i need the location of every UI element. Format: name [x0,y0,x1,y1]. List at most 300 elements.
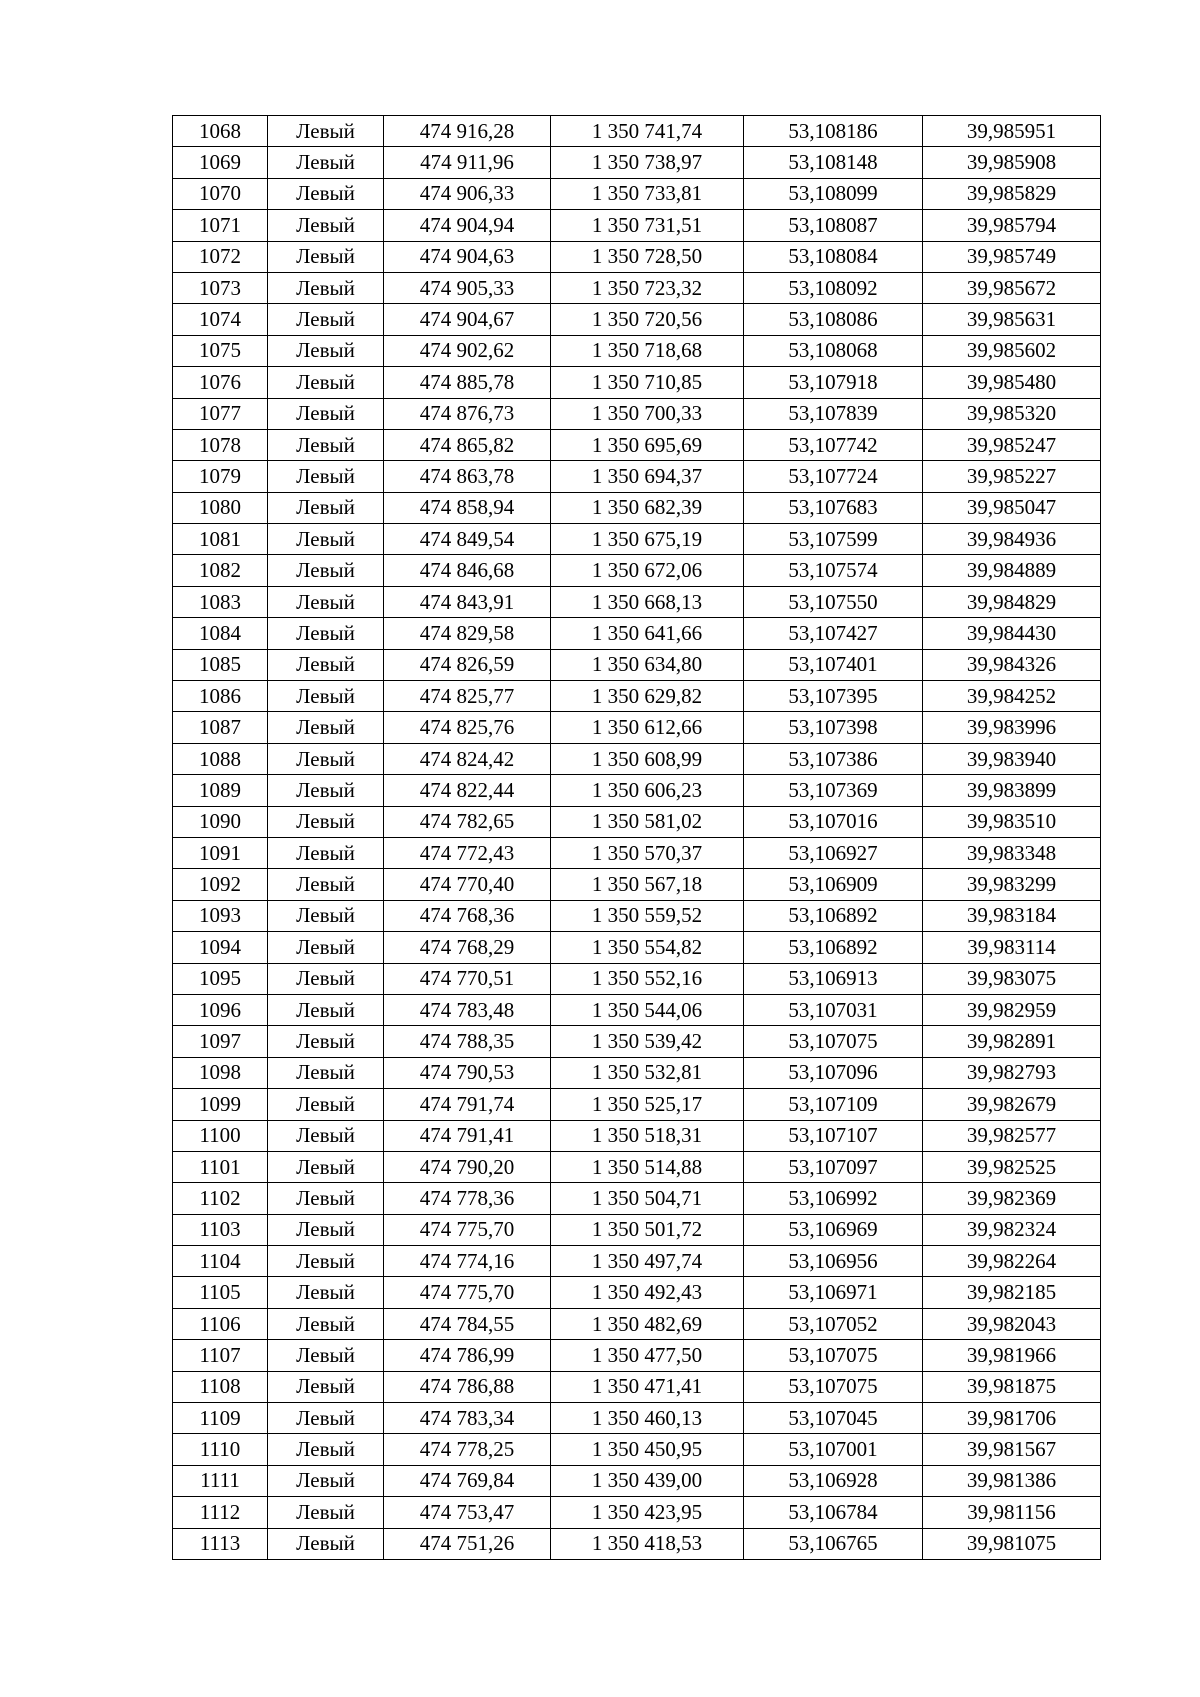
point-number-cell: 1075 [173,335,268,366]
side-cell: Левый [268,932,384,963]
longitude-cell: 39,982043 [923,1308,1101,1339]
longitude-cell: 39,985749 [923,241,1101,272]
table-row [173,555,1101,586]
x-coordinate-cell: 474 825,76 [384,712,551,743]
longitude-cell: 39,983996 [923,712,1101,743]
x-coordinate-cell: 474 906,33 [384,178,551,209]
table-row [173,1120,1101,1151]
point-number-cell: 1109 [173,1403,268,1434]
x-coordinate-cell: 474 769,84 [384,1465,551,1496]
point-number-cell: 1088 [173,743,268,774]
table-row [173,367,1101,398]
table-row [173,963,1101,994]
side-cell: Левый [268,649,384,680]
x-coordinate-cell: 474 784,55 [384,1308,551,1339]
latitude-cell: 53,107369 [744,775,923,806]
point-number-cell: 1098 [173,1057,268,1088]
x-coordinate-cell: 474 902,62 [384,335,551,366]
point-number-cell: 1069 [173,147,268,178]
longitude-cell: 39,983940 [923,743,1101,774]
table-row [173,304,1101,335]
longitude-cell: 39,981966 [923,1340,1101,1371]
point-number-cell: 1080 [173,492,268,523]
y-coordinate-cell: 1 350 668,13 [551,586,744,617]
table-row [173,837,1101,868]
longitude-cell: 39,982264 [923,1246,1101,1277]
point-number-cell: 1106 [173,1308,268,1339]
side-cell: Левый [268,147,384,178]
y-coordinate-cell: 1 350 559,52 [551,900,744,931]
longitude-cell: 39,982793 [923,1057,1101,1088]
table-row [173,1403,1101,1434]
point-number-cell: 1095 [173,963,268,994]
side-cell: Левый [268,1246,384,1277]
side-cell: Левый [268,210,384,241]
x-coordinate-cell: 474 904,63 [384,241,551,272]
y-coordinate-cell: 1 350 532,81 [551,1057,744,1088]
latitude-cell: 53,107550 [744,586,923,617]
y-coordinate-cell: 1 350 731,51 [551,210,744,241]
side-cell: Левый [268,1528,384,1559]
side-cell: Левый [268,1340,384,1371]
longitude-cell: 39,982679 [923,1089,1101,1120]
x-coordinate-cell: 474 911,96 [384,147,551,178]
latitude-cell: 53,108186 [744,116,923,147]
x-coordinate-cell: 474 783,34 [384,1403,551,1434]
y-coordinate-cell: 1 350 439,00 [551,1465,744,1496]
latitude-cell: 53,108148 [744,147,923,178]
latitude-cell: 53,107724 [744,461,923,492]
latitude-cell: 53,107016 [744,806,923,837]
table-row [173,1183,1101,1214]
y-coordinate-cell: 1 350 567,18 [551,869,744,900]
longitude-cell: 39,985908 [923,147,1101,178]
side-cell: Левый [268,304,384,335]
table-row [173,1465,1101,1496]
x-coordinate-cell: 474 791,41 [384,1120,551,1151]
x-coordinate-cell: 474 786,99 [384,1340,551,1371]
latitude-cell: 53,107574 [744,555,923,586]
x-coordinate-cell: 474 858,94 [384,492,551,523]
latitude-cell: 53,107031 [744,994,923,1025]
latitude-cell: 53,107398 [744,712,923,743]
y-coordinate-cell: 1 350 682,39 [551,492,744,523]
latitude-cell: 53,107109 [744,1089,923,1120]
side-cell: Левый [268,1277,384,1308]
table-row [173,1434,1101,1465]
latitude-cell: 53,106913 [744,963,923,994]
x-coordinate-cell: 474 904,67 [384,304,551,335]
x-coordinate-cell: 474 778,25 [384,1434,551,1465]
x-coordinate-cell: 474 824,42 [384,743,551,774]
coordinates-table [172,115,1101,1560]
y-coordinate-cell: 1 350 733,81 [551,178,744,209]
side-cell: Левый [268,1183,384,1214]
table-row [173,1057,1101,1088]
x-coordinate-cell: 474 822,44 [384,775,551,806]
latitude-cell: 53,106971 [744,1277,923,1308]
y-coordinate-cell: 1 350 700,33 [551,398,744,429]
y-coordinate-cell: 1 350 608,99 [551,743,744,774]
latitude-cell: 53,106784 [744,1497,923,1528]
latitude-cell: 53,106892 [744,900,923,931]
table-row [173,335,1101,366]
table-row [173,1277,1101,1308]
side-cell: Левый [268,1465,384,1496]
table-row [173,900,1101,931]
side-cell: Левый [268,241,384,272]
longitude-cell: 39,983348 [923,837,1101,868]
table-row [173,743,1101,774]
point-number-cell: 1092 [173,869,268,900]
y-coordinate-cell: 1 350 460,13 [551,1403,744,1434]
latitude-cell: 53,107839 [744,398,923,429]
longitude-cell: 39,985829 [923,178,1101,209]
point-number-cell: 1101 [173,1151,268,1182]
x-coordinate-cell: 474 843,91 [384,586,551,617]
table-row [173,586,1101,617]
longitude-cell: 39,983075 [923,963,1101,994]
longitude-cell: 39,982959 [923,994,1101,1025]
side-cell: Левый [268,1057,384,1088]
longitude-cell: 39,982891 [923,1026,1101,1057]
latitude-cell: 53,108087 [744,210,923,241]
longitude-cell: 39,983114 [923,932,1101,963]
latitude-cell: 53,106765 [744,1528,923,1559]
table-row [173,1026,1101,1057]
latitude-cell: 53,108099 [744,178,923,209]
point-number-cell: 1103 [173,1214,268,1245]
point-number-cell: 1089 [173,775,268,806]
table-row [173,1246,1101,1277]
side-cell: Левый [268,1120,384,1151]
y-coordinate-cell: 1 350 477,50 [551,1340,744,1371]
side-cell: Левый [268,963,384,994]
side-cell: Левый [268,1497,384,1528]
longitude-cell: 39,985227 [923,461,1101,492]
point-number-cell: 1094 [173,932,268,963]
latitude-cell: 53,107386 [744,743,923,774]
x-coordinate-cell: 474 825,77 [384,681,551,712]
y-coordinate-cell: 1 350 738,97 [551,147,744,178]
latitude-cell: 53,107599 [744,524,923,555]
latitude-cell: 53,106928 [744,1465,923,1496]
y-coordinate-cell: 1 350 544,06 [551,994,744,1025]
y-coordinate-cell: 1 350 728,50 [551,241,744,272]
longitude-cell: 39,985951 [923,116,1101,147]
y-coordinate-cell: 1 350 741,74 [551,116,744,147]
longitude-cell: 39,984252 [923,681,1101,712]
point-number-cell: 1084 [173,618,268,649]
y-coordinate-cell: 1 350 720,56 [551,304,744,335]
side-cell: Левый [268,994,384,1025]
longitude-cell: 39,985794 [923,210,1101,241]
longitude-cell: 39,984829 [923,586,1101,617]
latitude-cell: 53,106956 [744,1246,923,1277]
x-coordinate-cell: 474 904,94 [384,210,551,241]
table-row [173,681,1101,712]
side-cell: Левый [268,1026,384,1057]
table-row [173,398,1101,429]
table-row [173,461,1101,492]
y-coordinate-cell: 1 350 518,31 [551,1120,744,1151]
longitude-cell: 39,981706 [923,1403,1101,1434]
side-cell: Левый [268,492,384,523]
x-coordinate-cell: 474 768,29 [384,932,551,963]
longitude-cell: 39,984936 [923,524,1101,555]
table-row [173,1497,1101,1528]
y-coordinate-cell: 1 350 471,41 [551,1371,744,1402]
x-coordinate-cell: 474 774,16 [384,1246,551,1277]
x-coordinate-cell: 474 905,33 [384,272,551,303]
longitude-cell: 39,985672 [923,272,1101,303]
latitude-cell: 53,107075 [744,1026,923,1057]
longitude-cell: 39,983510 [923,806,1101,837]
longitude-cell: 39,984430 [923,618,1101,649]
point-number-cell: 1102 [173,1183,268,1214]
table-row [173,1214,1101,1245]
table-row [173,492,1101,523]
y-coordinate-cell: 1 350 423,95 [551,1497,744,1528]
point-number-cell: 1071 [173,210,268,241]
y-coordinate-cell: 1 350 672,06 [551,555,744,586]
latitude-cell: 53,107045 [744,1403,923,1434]
side-cell: Левый [268,398,384,429]
point-number-cell: 1086 [173,681,268,712]
longitude-cell: 39,984326 [923,649,1101,680]
side-cell: Левый [268,837,384,868]
x-coordinate-cell: 474 829,58 [384,618,551,649]
point-number-cell: 1091 [173,837,268,868]
point-number-cell: 1087 [173,712,268,743]
table-row [173,1340,1101,1371]
x-coordinate-cell: 474 846,68 [384,555,551,586]
longitude-cell: 39,983899 [923,775,1101,806]
x-coordinate-cell: 474 826,59 [384,649,551,680]
x-coordinate-cell: 474 916,28 [384,116,551,147]
latitude-cell: 53,107742 [744,429,923,460]
table-row [173,775,1101,806]
longitude-cell: 39,985602 [923,335,1101,366]
point-number-cell: 1074 [173,304,268,335]
side-cell: Левый [268,335,384,366]
table-row [173,272,1101,303]
side-cell: Левый [268,681,384,712]
longitude-cell: 39,985047 [923,492,1101,523]
side-cell: Левый [268,806,384,837]
x-coordinate-cell: 474 849,54 [384,524,551,555]
side-cell: Левый [268,1403,384,1434]
longitude-cell: 39,981567 [923,1434,1101,1465]
side-cell: Левый [268,618,384,649]
y-coordinate-cell: 1 350 710,85 [551,367,744,398]
x-coordinate-cell: 474 791,74 [384,1089,551,1120]
y-coordinate-cell: 1 350 554,82 [551,932,744,963]
point-number-cell: 1073 [173,272,268,303]
point-number-cell: 1107 [173,1340,268,1371]
point-number-cell: 1111 [173,1465,268,1496]
x-coordinate-cell: 474 782,65 [384,806,551,837]
longitude-cell: 39,982369 [923,1183,1101,1214]
x-coordinate-cell: 474 885,78 [384,367,551,398]
longitude-cell: 39,983299 [923,869,1101,900]
table-row [173,210,1101,241]
x-coordinate-cell: 474 788,35 [384,1026,551,1057]
point-number-cell: 1105 [173,1277,268,1308]
y-coordinate-cell: 1 350 539,42 [551,1026,744,1057]
latitude-cell: 53,107107 [744,1120,923,1151]
point-number-cell: 1085 [173,649,268,680]
latitude-cell: 53,106909 [744,869,923,900]
longitude-cell: 39,982577 [923,1120,1101,1151]
longitude-cell: 39,983184 [923,900,1101,931]
y-coordinate-cell: 1 350 723,32 [551,272,744,303]
y-coordinate-cell: 1 350 525,17 [551,1089,744,1120]
x-coordinate-cell: 474 770,51 [384,963,551,994]
side-cell: Левый [268,1371,384,1402]
point-number-cell: 1070 [173,178,268,209]
latitude-cell: 53,108092 [744,272,923,303]
x-coordinate-cell: 474 775,70 [384,1214,551,1245]
x-coordinate-cell: 474 751,26 [384,1528,551,1559]
longitude-cell: 39,981386 [923,1465,1101,1496]
table-row [173,649,1101,680]
x-coordinate-cell: 474 778,36 [384,1183,551,1214]
x-coordinate-cell: 474 770,40 [384,869,551,900]
side-cell: Левый [268,775,384,806]
y-coordinate-cell: 1 350 634,80 [551,649,744,680]
point-number-cell: 1100 [173,1120,268,1151]
table-row [173,1151,1101,1182]
point-number-cell: 1090 [173,806,268,837]
longitude-cell: 39,981075 [923,1528,1101,1559]
side-cell: Левый [268,1308,384,1339]
side-cell: Левый [268,743,384,774]
side-cell: Левый [268,900,384,931]
y-coordinate-cell: 1 350 581,02 [551,806,744,837]
latitude-cell: 53,107683 [744,492,923,523]
x-coordinate-cell: 474 775,70 [384,1277,551,1308]
x-coordinate-cell: 474 865,82 [384,429,551,460]
point-number-cell: 1096 [173,994,268,1025]
point-number-cell: 1078 [173,429,268,460]
latitude-cell: 53,106892 [744,932,923,963]
table-row [173,524,1101,555]
table-row [173,932,1101,963]
longitude-cell: 39,985480 [923,367,1101,398]
x-coordinate-cell: 474 753,47 [384,1497,551,1528]
point-number-cell: 1083 [173,586,268,617]
y-coordinate-cell: 1 350 606,23 [551,775,744,806]
point-number-cell: 1072 [173,241,268,272]
point-number-cell: 1099 [173,1089,268,1120]
y-coordinate-cell: 1 350 497,74 [551,1246,744,1277]
latitude-cell: 53,108068 [744,335,923,366]
y-coordinate-cell: 1 350 570,37 [551,837,744,868]
latitude-cell: 53,107096 [744,1057,923,1088]
point-number-cell: 1097 [173,1026,268,1057]
longitude-cell: 39,981156 [923,1497,1101,1528]
latitude-cell: 53,106927 [744,837,923,868]
y-coordinate-cell: 1 350 629,82 [551,681,744,712]
point-number-cell: 1108 [173,1371,268,1402]
side-cell: Левый [268,461,384,492]
longitude-cell: 39,982185 [923,1277,1101,1308]
side-cell: Левый [268,429,384,460]
latitude-cell: 53,106992 [744,1183,923,1214]
side-cell: Левый [268,712,384,743]
x-coordinate-cell: 474 772,43 [384,837,551,868]
table-row [173,618,1101,649]
y-coordinate-cell: 1 350 552,16 [551,963,744,994]
side-cell: Левый [268,1151,384,1182]
point-number-cell: 1104 [173,1246,268,1277]
table-row [173,178,1101,209]
latitude-cell: 53,108084 [744,241,923,272]
latitude-cell: 53,107001 [744,1434,923,1465]
point-number-cell: 1113 [173,1528,268,1559]
side-cell: Левый [268,586,384,617]
x-coordinate-cell: 474 876,73 [384,398,551,429]
y-coordinate-cell: 1 350 501,72 [551,1214,744,1245]
point-number-cell: 1077 [173,398,268,429]
y-coordinate-cell: 1 350 641,66 [551,618,744,649]
x-coordinate-cell: 474 863,78 [384,461,551,492]
x-coordinate-cell: 474 786,88 [384,1371,551,1402]
table-row [173,241,1101,272]
latitude-cell: 53,107075 [744,1340,923,1371]
longitude-cell: 39,984889 [923,555,1101,586]
y-coordinate-cell: 1 350 514,88 [551,1151,744,1182]
y-coordinate-cell: 1 350 718,68 [551,335,744,366]
point-number-cell: 1068 [173,116,268,147]
latitude-cell: 53,107427 [744,618,923,649]
x-coordinate-cell: 474 783,48 [384,994,551,1025]
table-row [173,429,1101,460]
side-cell: Левый [268,1089,384,1120]
y-coordinate-cell: 1 350 492,43 [551,1277,744,1308]
side-cell: Левый [268,524,384,555]
latitude-cell: 53,107918 [744,367,923,398]
table-row [173,116,1101,147]
longitude-cell: 39,985320 [923,398,1101,429]
x-coordinate-cell: 474 790,20 [384,1151,551,1182]
table-row [173,1528,1101,1559]
table-row [173,1089,1101,1120]
longitude-cell: 39,985247 [923,429,1101,460]
latitude-cell: 53,107395 [744,681,923,712]
point-number-cell: 1076 [173,367,268,398]
latitude-cell: 53,107097 [744,1151,923,1182]
side-cell: Левый [268,367,384,398]
table-row [173,147,1101,178]
x-coordinate-cell: 474 768,36 [384,900,551,931]
longitude-cell: 39,982324 [923,1214,1101,1245]
side-cell: Левый [268,178,384,209]
point-number-cell: 1093 [173,900,268,931]
longitude-cell: 39,985631 [923,304,1101,335]
y-coordinate-cell: 1 350 695,69 [551,429,744,460]
y-coordinate-cell: 1 350 504,71 [551,1183,744,1214]
y-coordinate-cell: 1 350 418,53 [551,1528,744,1559]
x-coordinate-cell: 474 790,53 [384,1057,551,1088]
y-coordinate-cell: 1 350 612,66 [551,712,744,743]
side-cell: Левый [268,1214,384,1245]
table-row [173,712,1101,743]
table-row [173,1371,1101,1402]
longitude-cell: 39,981875 [923,1371,1101,1402]
latitude-cell: 53,106969 [744,1214,923,1245]
